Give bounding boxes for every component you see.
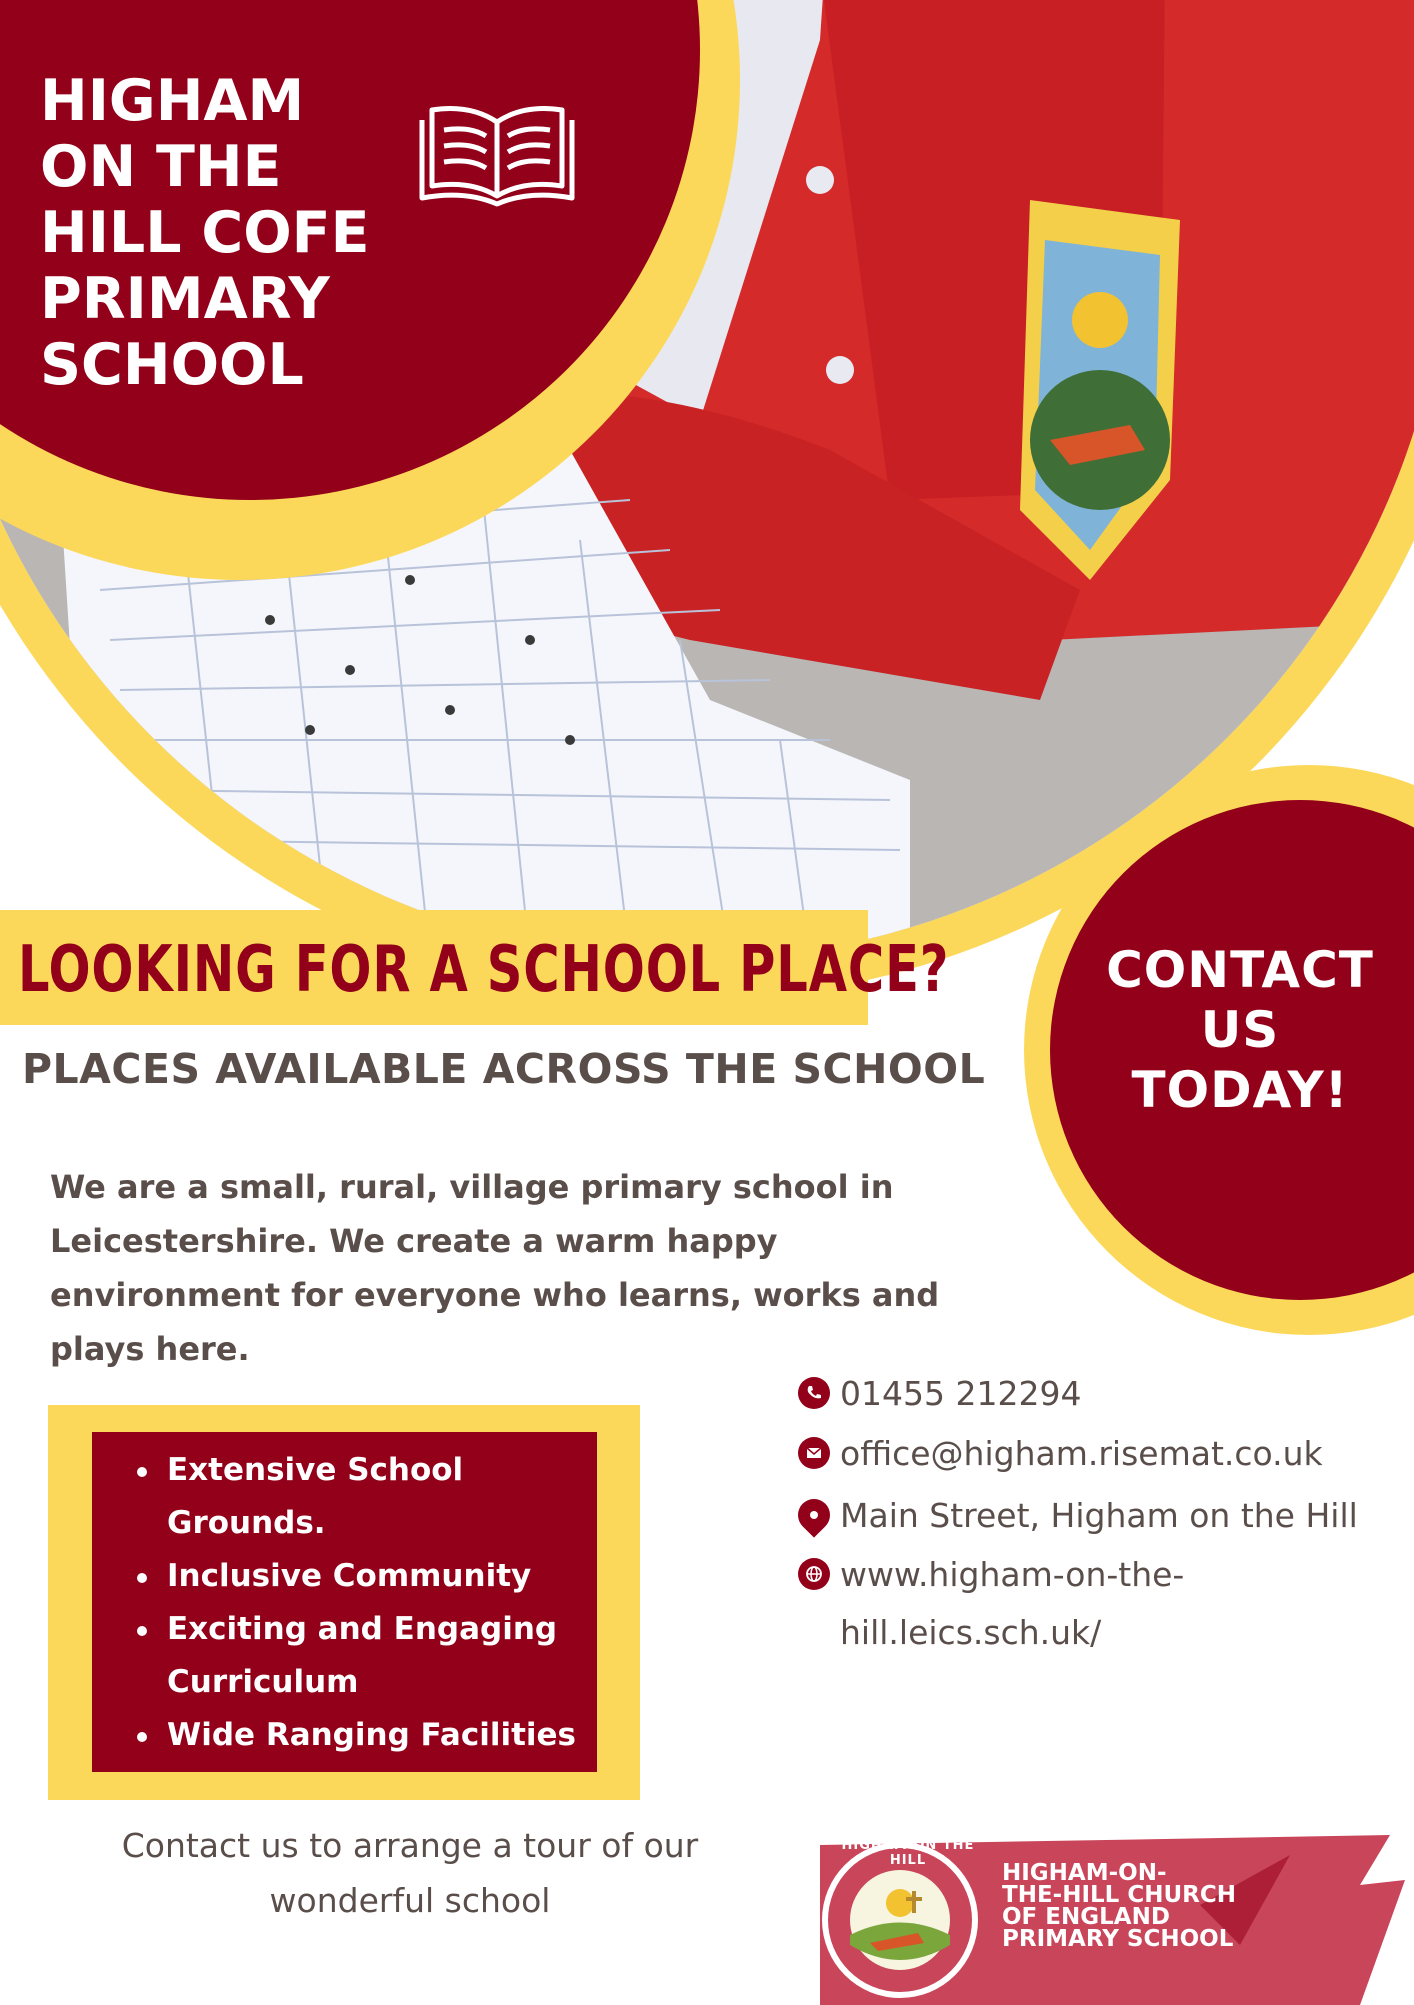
logo-school-name	[1002, 1862, 1262, 1950]
website-link[interactable]	[840, 1546, 1184, 1662]
website-line: hill.leics.sch.uk/	[840, 1613, 1102, 1652]
contact-callout-text	[1070, 940, 1410, 1120]
title-line: HIGHAM	[40, 68, 305, 134]
email-icon	[798, 1437, 830, 1469]
logo-name-line: HIGHAM-ON-	[1002, 1860, 1167, 1886]
tour-invitation	[60, 1818, 760, 1928]
logo-ring-text: HIGHAM ON THE HILL	[841, 1838, 975, 1868]
location-pin-icon	[791, 1492, 836, 1537]
address-row	[798, 1487, 1358, 1545]
website-row[interactable]	[798, 1546, 1184, 1662]
headline-text: LOOKING FOR A SCHOOL PLACE?	[18, 933, 950, 1007]
feature-item: Inclusive Community	[167, 1550, 597, 1603]
feature-item: Wide Ranging Facilities	[167, 1709, 597, 1762]
intro-paragraph: We are a small, rural, village primary school in Leicestershire. We create a warm happy environment for everyone who learns, works and plays here.	[50, 1168, 940, 1368]
title-line: PRIMARY	[40, 266, 330, 332]
contact-callout-line: CONTACT	[1106, 941, 1374, 999]
logo-name-line: OF ENGLAND	[1002, 1904, 1170, 1930]
contact-callout-line: US	[1200, 1001, 1280, 1059]
subheading: PLACES AVAILABLE ACROSS THE SCHOOL	[22, 1045, 986, 1093]
phone-icon	[798, 1377, 830, 1409]
title-line: ON THE	[40, 134, 282, 200]
contact-callout-line: TODAY!	[1131, 1061, 1349, 1119]
school-title	[40, 68, 400, 398]
feature-item: Extensive School Grounds.	[167, 1444, 467, 1550]
email-address[interactable]: office@higham.risemat.co.uk	[840, 1434, 1323, 1473]
logo-name-line: PRIMARY SCHOOL	[1002, 1926, 1234, 1952]
phone-number[interactable]: 01455 212294	[840, 1374, 1082, 1413]
tour-line: Contact us to arrange a tour of our	[121, 1826, 699, 1865]
website-line: www.higham-on-the-	[840, 1555, 1185, 1594]
open-book-icon	[410, 100, 585, 210]
email-row[interactable]	[798, 1425, 1323, 1483]
logo-name-line: THE-HILL CHURCH	[1002, 1882, 1236, 1908]
globe-icon	[798, 1558, 830, 1590]
title-line: HILL COFE	[40, 200, 370, 266]
title-line: SCHOOL	[40, 332, 304, 398]
address-text: Main Street, Higham on the Hill	[840, 1496, 1358, 1535]
phone-row[interactable]	[798, 1365, 1081, 1423]
feature-item: Exciting and Engaging Curriculum	[167, 1603, 567, 1709]
tour-line: wonderful school	[269, 1881, 551, 1920]
features-list	[92, 1432, 597, 1762]
